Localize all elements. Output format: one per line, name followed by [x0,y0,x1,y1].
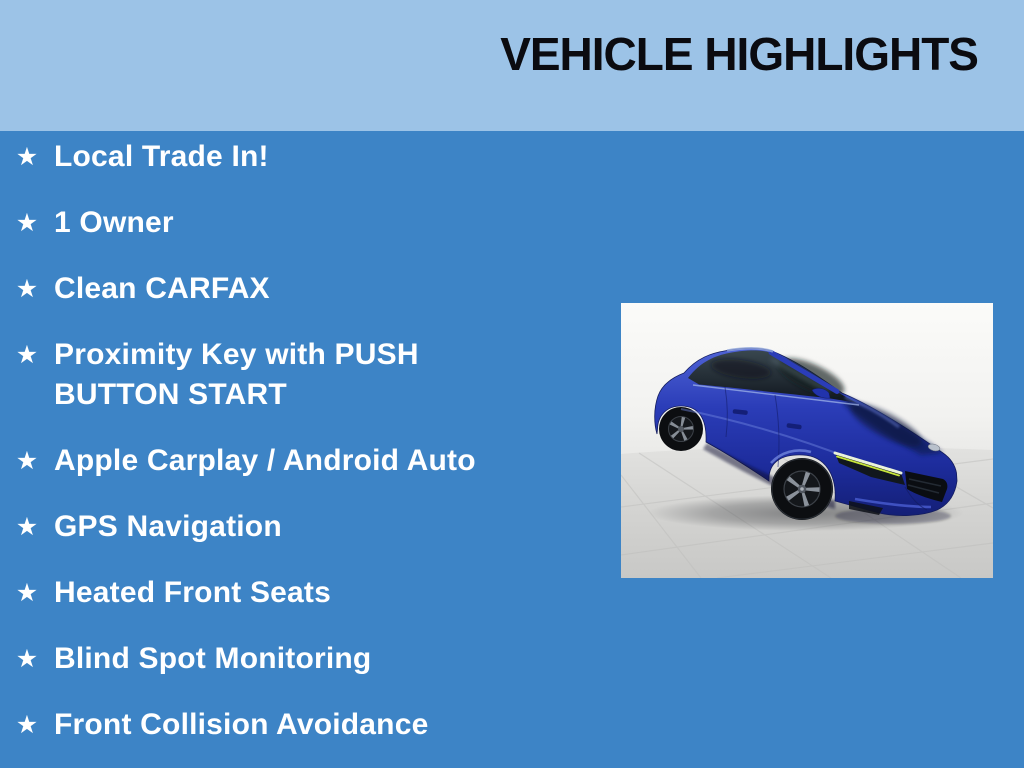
list-item-label: Blind Spot Monitoring [54,642,372,675]
header-band [0,0,1024,131]
star-icon: ★ [15,142,39,171]
star-icon: ★ [15,446,39,475]
list-item-label: Heated Front Seats [54,576,331,609]
list-item-label: Front Collision Avoidance [54,708,429,741]
vehicle-photo [621,303,993,578]
star-icon: ★ [15,340,39,369]
list-item [10,335,570,415]
content-area [0,131,1024,768]
star-icon: ★ [15,512,39,541]
list-item [10,705,570,745]
star-icon: ★ [15,578,39,607]
rear-wheel [659,407,703,451]
list-item [10,507,570,547]
star-icon: ★ [15,274,39,303]
list-item [10,573,570,613]
star-icon: ★ [15,208,39,237]
list-item-label: Local Trade In! [54,140,269,173]
list-item [10,269,570,309]
star-icon: ★ [15,710,39,739]
list-item-label: Proximity Key with PUSH BUTTON START [54,338,419,411]
list-item [10,203,570,243]
list-item-label: Clean CARFAX [54,272,270,305]
page-title: VEHICLE HIGHLIGHTS [500,28,978,80]
list-item [10,137,570,177]
list-item-label: Apple Carplay / Android Auto [54,444,476,477]
list-item-label: 1 Owner [54,206,174,239]
star-icon: ★ [15,644,39,673]
front-wheel [771,458,833,520]
list-item [10,639,570,679]
list-item [10,441,570,481]
vehicle-photo-image [621,303,993,578]
highlights-list [10,137,570,771]
list-item-label: GPS Navigation [54,510,282,543]
